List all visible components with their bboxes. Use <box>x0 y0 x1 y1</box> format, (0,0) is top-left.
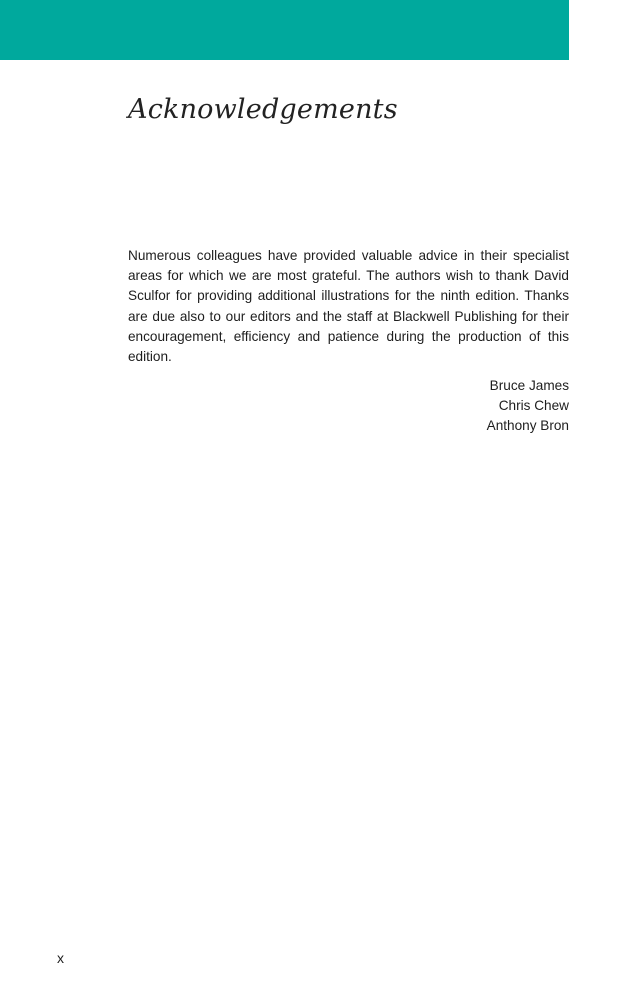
author-name: Anthony Bron <box>486 418 569 433</box>
acknowledgement-paragraph: Numerous colleagues have provided valuable advice in their specialist areas for which we are most grateful. The authors wish to thank David Sculfor for providing additional illustrations for the ninth edition. Thanks are due also to our editors and the staff at Blackwell Publishing for their encouragement, efficiency and patience during the production of this edition. <box>128 248 569 365</box>
author-signatures <box>360 376 569 436</box>
page-number: x <box>57 950 64 966</box>
author-name: Chris Chew <box>498 398 569 413</box>
page-title: Acknowledgements <box>128 94 398 125</box>
header-band <box>0 0 569 60</box>
author-name: Bruce James <box>489 378 569 393</box>
